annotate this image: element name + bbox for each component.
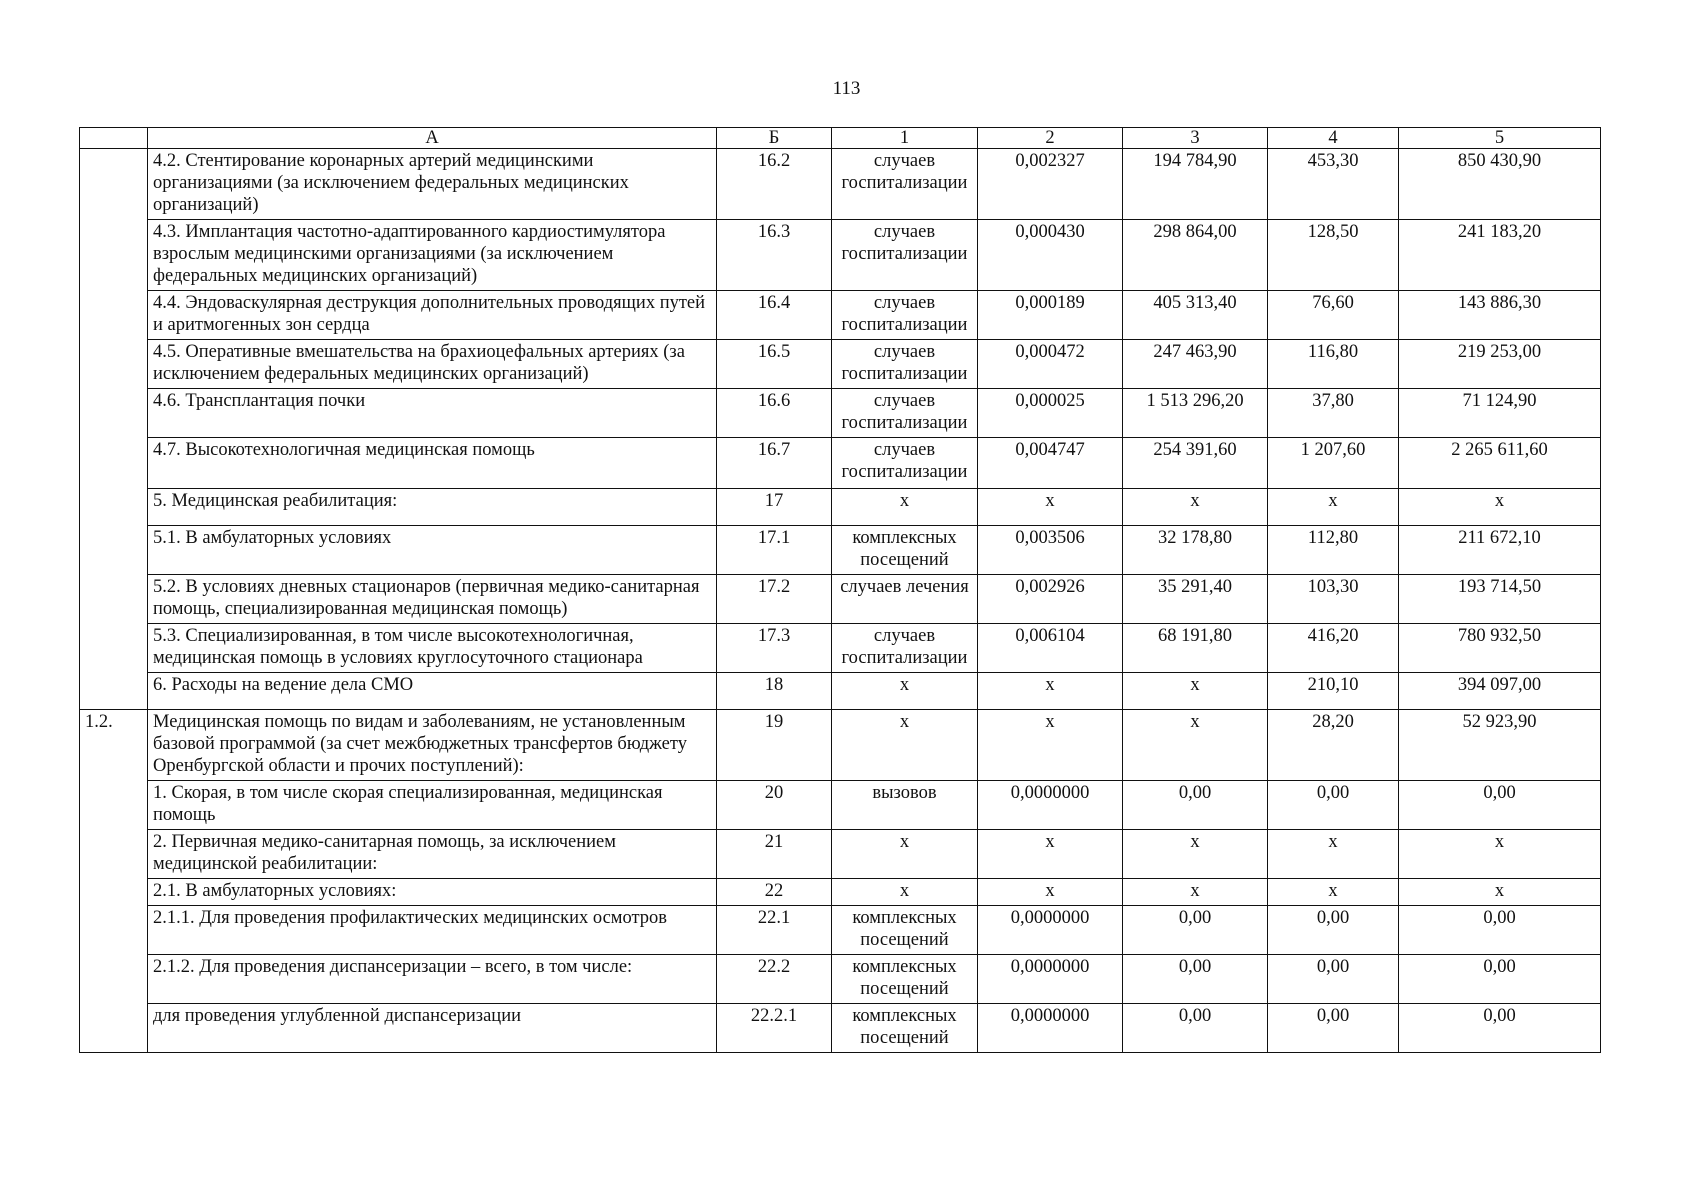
value-cell-3: 405 313,40 [1123,291,1268,340]
value-cell-2: х [978,489,1123,526]
unit-cell: вызовов [832,781,978,830]
header-cell-5: 5 [1399,128,1601,149]
code-cell: 17 [717,489,832,526]
table-row [80,624,1601,673]
value-cell-4: х [1268,489,1399,526]
value-cell-3: 1 513 296,20 [1123,389,1268,438]
table-row [80,438,1601,489]
value-cell-3: 32 178,80 [1123,526,1268,575]
table-row [80,489,1601,526]
value-cell-2: 0,000189 [978,291,1123,340]
name-cell: 5.2. В условиях дневных стационаров (первичная медико-санитарная помощь, специализированная медицинская помощь) [148,575,717,624]
header-cell-b: Б [717,128,832,149]
table-row [80,149,1601,220]
table-row [80,673,1601,710]
value-cell-4: х [1268,830,1399,879]
unit-cell: случаев госпитализации [832,624,978,673]
code-cell: 16.3 [717,220,832,291]
header-row [80,128,1601,149]
name-cell: Медицинская помощь по видам и заболеваниям, не установленным базовой программой (за счет межбюджетных трансфертов бюджету Оренбургской области и прочих поступлений): [148,710,717,781]
code-cell: 20 [717,781,832,830]
value-cell-5: 211 672,10 [1399,526,1601,575]
name-cell: 4.3. Имплантация частотно-адаптированного кардиостимулятора взрослым медицинскими организациями (за исключением федеральных медицинских организаций) [148,220,717,291]
unit-cell: х [832,830,978,879]
header-cell-a: А [148,128,717,149]
code-cell: 22.1 [717,906,832,955]
value-cell-2: 0,000025 [978,389,1123,438]
value-cell-5: х [1399,489,1601,526]
data-table [79,127,1601,1053]
value-cell-4: 0,00 [1268,781,1399,830]
value-cell-3: х [1123,710,1268,781]
value-cell-4: 28,20 [1268,710,1399,781]
code-cell: 16.4 [717,291,832,340]
value-cell-3: 0,00 [1123,781,1268,830]
unit-cell: х [832,673,978,710]
header-cell-section [80,128,148,149]
name-cell: 5.3. Специализированная, в том числе высокотехнологичная, медицинская помощь в условиях круглосуточного стационара [148,624,717,673]
name-cell: 4.7. Высокотехнологичная медицинская помощь [148,438,717,489]
table-row [80,955,1601,1004]
section-cell [80,149,148,710]
unit-cell: х [832,879,978,906]
header-cell-2: 2 [978,128,1123,149]
value-cell-2: х [978,710,1123,781]
unit-cell: случаев госпитализации [832,220,978,291]
value-cell-5: 2 265 611,60 [1399,438,1601,489]
value-cell-4: 128,50 [1268,220,1399,291]
value-cell-2: 0,0000000 [978,1004,1123,1053]
value-cell-3: 35 291,40 [1123,575,1268,624]
unit-cell: случаев госпитализации [832,291,978,340]
page-number: 113 [832,78,861,99]
code-cell: 22.2.1 [717,1004,832,1053]
name-cell: 4.5. Оперативные вмешательства на брахиоцефальных артериях (за исключением федеральных медицинских организаций) [148,340,717,389]
code-cell: 21 [717,830,832,879]
code-cell: 16.5 [717,340,832,389]
value-cell-5: 0,00 [1399,1004,1601,1053]
code-cell: 16.7 [717,438,832,489]
code-cell: 17.3 [717,624,832,673]
value-cell-5: 850 430,90 [1399,149,1601,220]
table-row [80,879,1601,906]
value-cell-2: х [978,830,1123,879]
value-cell-3: 0,00 [1123,1004,1268,1053]
value-cell-3: 298 864,00 [1123,220,1268,291]
header-cell-1: 1 [832,128,978,149]
unit-cell: случаев госпитализации [832,340,978,389]
value-cell-2: 0,002327 [978,149,1123,220]
code-cell: 19 [717,710,832,781]
value-cell-3: 0,00 [1123,906,1268,955]
unit-cell: комплексных посещений [832,1004,978,1053]
value-cell-4: 453,30 [1268,149,1399,220]
value-cell-5: 143 886,30 [1399,291,1601,340]
unit-cell: комплексных посещений [832,906,978,955]
unit-cell: х [832,489,978,526]
value-cell-3: х [1123,830,1268,879]
unit-cell: случаев лечения [832,575,978,624]
value-cell-3: х [1123,879,1268,906]
value-cell-4: 116,80 [1268,340,1399,389]
code-cell: 16.2 [717,149,832,220]
table-row [80,710,1601,781]
value-cell-2: 0,000472 [978,340,1123,389]
value-cell-4: 103,30 [1268,575,1399,624]
value-cell-2: 0,002926 [978,575,1123,624]
value-cell-5: 241 183,20 [1399,220,1601,291]
value-cell-5: 394 097,00 [1399,673,1601,710]
name-cell: 1. Скорая, в том числе скорая специализированная, медицинская помощь [148,781,717,830]
header-cell-3: 3 [1123,128,1268,149]
value-cell-3: х [1123,673,1268,710]
name-cell: 5. Медицинская реабилитация: [148,489,717,526]
name-cell: 5.1. В амбулаторных условиях [148,526,717,575]
value-cell-2: 0,006104 [978,624,1123,673]
section-cell: 1.2. [80,710,148,1053]
value-cell-2: 0,003506 [978,526,1123,575]
value-cell-3: х [1123,489,1268,526]
value-cell-5: 0,00 [1399,781,1601,830]
table-row [80,340,1601,389]
code-cell: 18 [717,673,832,710]
value-cell-5: 193 714,50 [1399,575,1601,624]
code-cell: 22.2 [717,955,832,1004]
value-cell-5: 71 124,90 [1399,389,1601,438]
name-cell: 2.1.2. Для проведения диспансеризации – всего, в том числе: [148,955,717,1004]
value-cell-5: 0,00 [1399,906,1601,955]
table-row [80,389,1601,438]
code-cell: 17.2 [717,575,832,624]
unit-cell: случаев госпитализации [832,438,978,489]
value-cell-3: 247 463,90 [1123,340,1268,389]
name-cell: 4.4. Эндоваскулярная деструкция дополнительных проводящих путей и аритмогенных зон сердца [148,291,717,340]
table-row [80,291,1601,340]
table-row [80,526,1601,575]
header-cell-4: 4 [1268,128,1399,149]
value-cell-3: 194 784,90 [1123,149,1268,220]
name-cell: 2. Первичная медико-санитарная помощь, за исключением медицинской реабилитации: [148,830,717,879]
value-cell-4: х [1268,879,1399,906]
value-cell-5: 52 923,90 [1399,710,1601,781]
table-row [80,830,1601,879]
value-cell-4: 416,20 [1268,624,1399,673]
code-cell: 17.1 [717,526,832,575]
value-cell-2: 0,0000000 [978,781,1123,830]
name-cell: 2.1.1. Для проведения профилактических медицинских осмотров [148,906,717,955]
value-cell-2: х [978,673,1123,710]
name-cell: 2.1. В амбулаторных условиях: [148,879,717,906]
value-cell-4: 0,00 [1268,1004,1399,1053]
table-row [80,1004,1601,1053]
code-cell: 22 [717,879,832,906]
value-cell-5: 219 253,00 [1399,340,1601,389]
value-cell-4: 76,60 [1268,291,1399,340]
unit-cell: случаев госпитализации [832,389,978,438]
value-cell-4: 37,80 [1268,389,1399,438]
unit-cell: х [832,710,978,781]
value-cell-2: 0,004747 [978,438,1123,489]
code-cell: 16.6 [717,389,832,438]
table-row [80,575,1601,624]
value-cell-4: 0,00 [1268,906,1399,955]
value-cell-4: 1 207,60 [1268,438,1399,489]
table-row [80,220,1601,291]
unit-cell: случаев госпитализации [832,149,978,220]
name-cell: 4.2. Стентирование коронарных артерий медицинскими организациями (за исключением федеральных медицинских организаций) [148,149,717,220]
name-cell: 4.6. Трансплантация почки [148,389,717,438]
unit-cell: комплексных посещений [832,526,978,575]
value-cell-5: х [1399,830,1601,879]
table-row [80,781,1601,830]
value-cell-2: х [978,879,1123,906]
unit-cell: комплексных посещений [832,955,978,1004]
value-cell-2: 0,000430 [978,220,1123,291]
value-cell-4: 112,80 [1268,526,1399,575]
value-cell-2: 0,0000000 [978,906,1123,955]
value-cell-3: 68 191,80 [1123,624,1268,673]
value-cell-5: 0,00 [1399,955,1601,1004]
name-cell: для проведения углубленной диспансеризации [148,1004,717,1053]
value-cell-3: 254 391,60 [1123,438,1268,489]
table-row [80,906,1601,955]
value-cell-2: 0,0000000 [978,955,1123,1004]
name-cell: 6. Расходы на ведение дела СМО [148,673,717,710]
value-cell-5: х [1399,879,1601,906]
value-cell-5: 780 932,50 [1399,624,1601,673]
value-cell-3: 0,00 [1123,955,1268,1004]
value-cell-4: 210,10 [1268,673,1399,710]
value-cell-4: 0,00 [1268,955,1399,1004]
